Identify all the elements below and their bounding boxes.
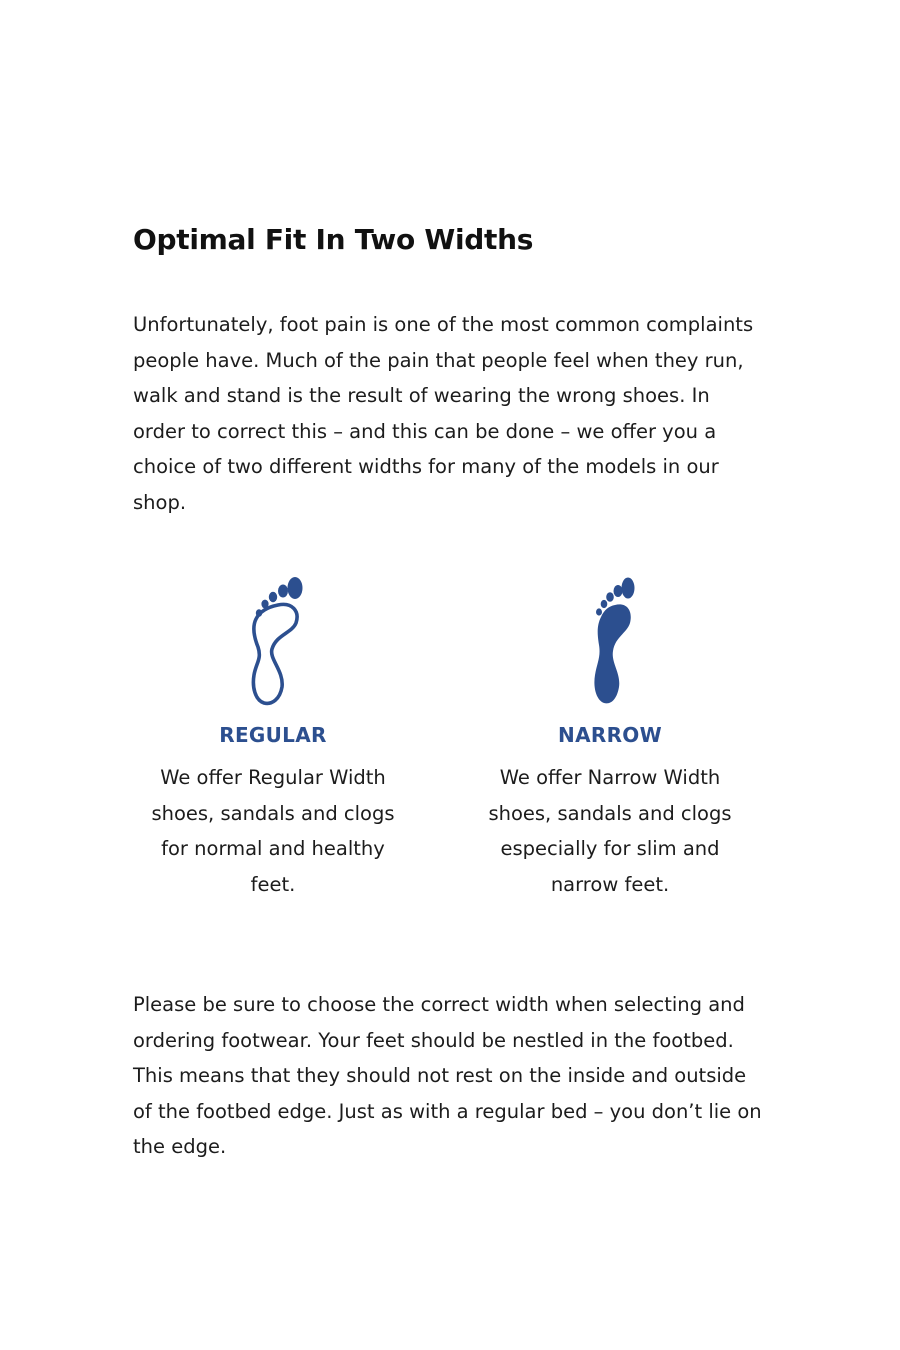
intro-paragraph: Unfortunately, foot pain is one of the most common complaints people have. Much of the pain that people feel when they run, walk and stand is the result of wearing the wrong shoes. In order to correct this – and this can be done – we offer you a choice of two different widths for many of the models in our shop.	[133, 313, 754, 514]
footprint-outline-icon	[238, 567, 308, 707]
outro-paragraph: Please be sure to choose the correct width when selecting and ordering footwear. Your feet should be nestled in the footbed. This means that they should not rest on the inside and outside of the footbed edge. Just as with a regular bed – you don’t lie on the edge.	[133, 993, 762, 1158]
width-label: NARROW	[558, 723, 662, 747]
content	[133, 222, 763, 1165]
footprint-filled-icon	[575, 567, 645, 707]
width-option-narrow	[470, 567, 750, 902]
width-description: We offer Narrow Width shoes, sandals and clogs especially for slim and narrow feet.	[488, 766, 732, 896]
width-label: REGULAR	[219, 723, 327, 747]
width-options	[133, 567, 763, 987]
page-title: Optimal Fit In Two Widths	[133, 223, 534, 256]
width-description: We offer Regular Width shoes, sandals and clogs for normal and healthy feet.	[151, 766, 395, 896]
width-option-regular	[133, 567, 413, 902]
